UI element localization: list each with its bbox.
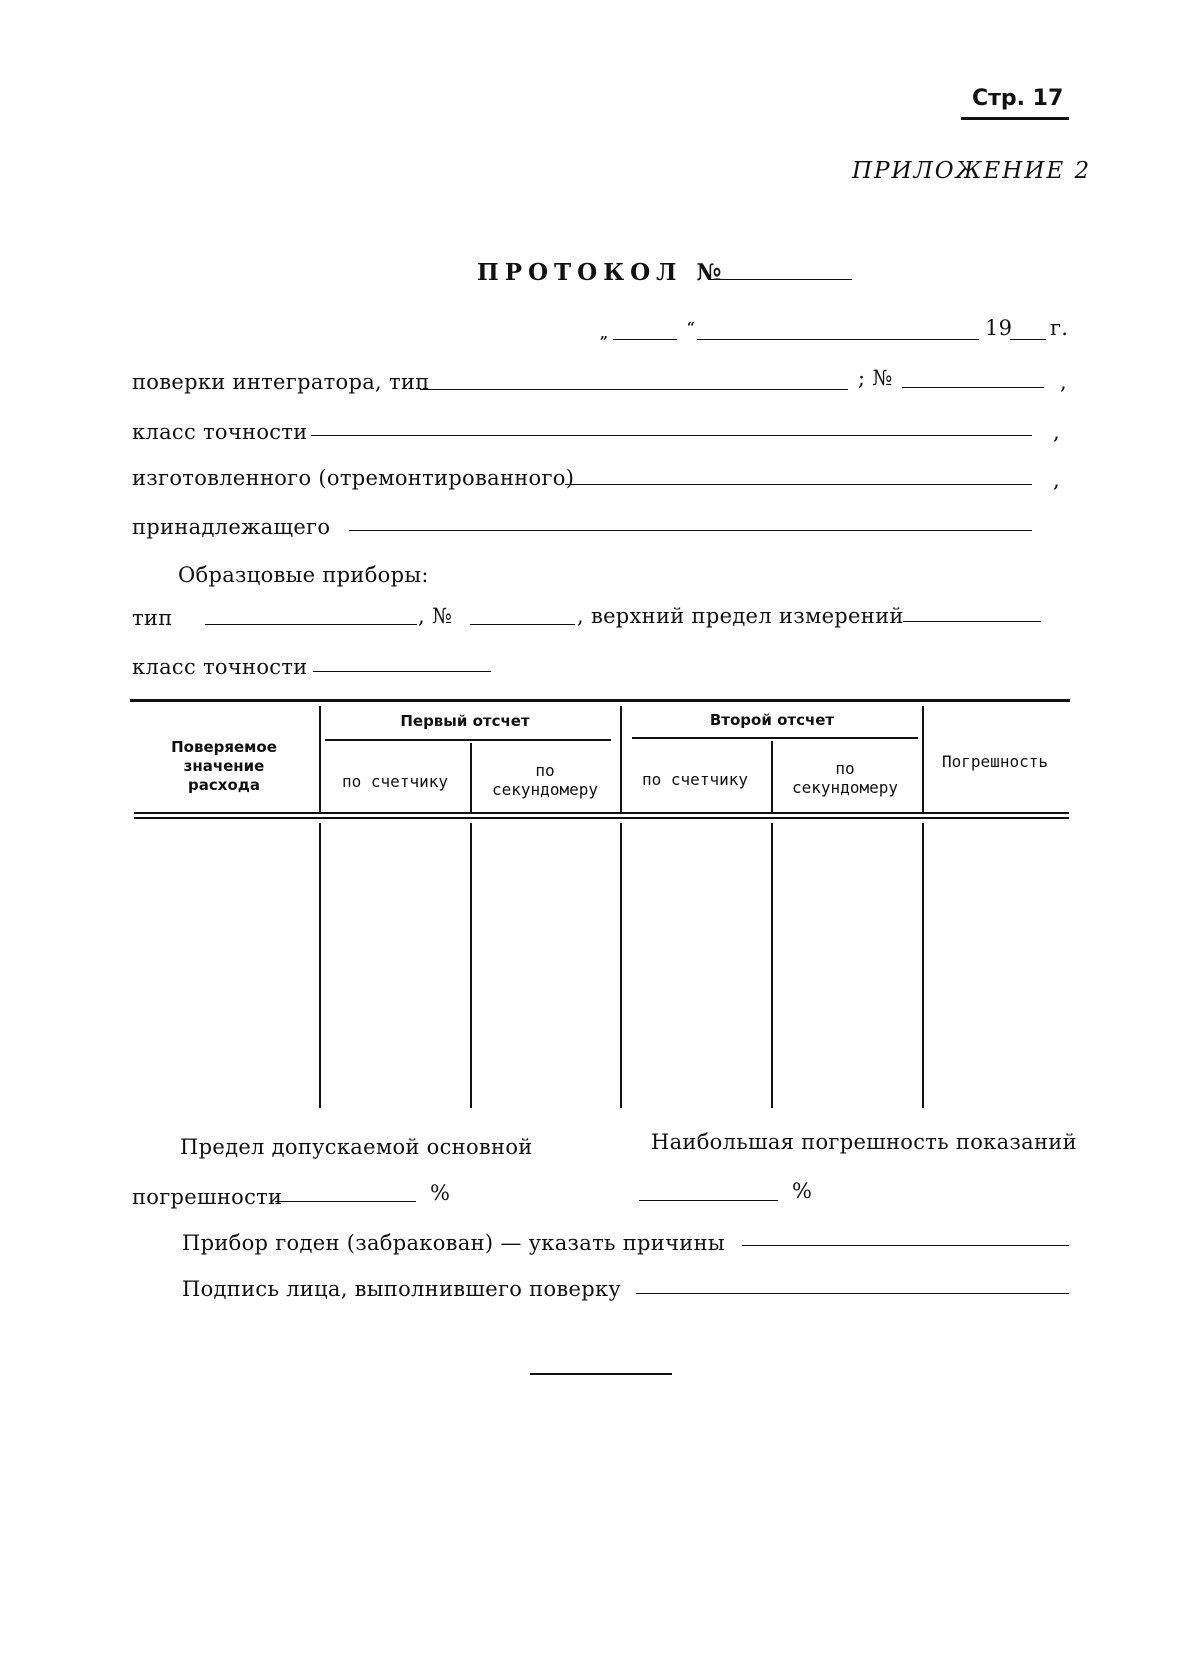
table-body-vrule-4 xyxy=(771,823,773,1108)
integrator-number-field[interactable] xyxy=(902,387,1044,388)
cell-error[interactable] xyxy=(925,823,1069,1108)
verdict-field[interactable] xyxy=(742,1245,1069,1246)
page-number-underline xyxy=(961,117,1069,120)
date-day-field[interactable] xyxy=(613,339,677,340)
th-second-stopwatch-line-2: секундомеру xyxy=(792,778,898,797)
th-first-reading: Первый отсчет xyxy=(400,712,530,730)
table-vrule-1 xyxy=(319,706,321,814)
table-vrule-2 xyxy=(470,743,472,814)
end-rule xyxy=(530,1373,672,1375)
reference-accuracy-label: класс точности xyxy=(132,655,308,679)
th-first-stopwatch xyxy=(470,761,620,799)
manufactured-label: изготовленного (отремонтированного) xyxy=(132,466,575,490)
cell-first-stopwatch[interactable] xyxy=(473,823,619,1108)
comma-2: , xyxy=(1053,420,1060,444)
cell-second-stopwatch[interactable] xyxy=(774,823,921,1108)
cell-checked-value[interactable] xyxy=(134,823,318,1108)
th-first-stopwatch-line-1: по xyxy=(535,761,555,780)
limit-field[interactable] xyxy=(275,1201,416,1202)
th-second-stopwatch-line-1: по xyxy=(835,759,855,778)
accuracy-class-label: класс точности xyxy=(132,420,308,444)
th-checked-value xyxy=(140,738,308,795)
signature-label: Подпись лица, выполнившего поверку xyxy=(182,1277,622,1301)
date-month-field[interactable] xyxy=(697,339,979,340)
th-error: Погрешность xyxy=(942,752,1048,771)
date-year-field[interactable] xyxy=(1010,339,1046,340)
comma-3: , xyxy=(1053,468,1060,492)
page-number: Стр. 17 xyxy=(972,86,1064,111)
date-year-prefix: 19 xyxy=(985,316,1013,340)
table-vrule-3 xyxy=(620,706,622,814)
protocol-number-field[interactable] xyxy=(710,279,852,280)
table-header-rule-2 xyxy=(134,817,1069,819)
table-body-vrule-1 xyxy=(319,823,321,1108)
reference-heading: Образцовые приборы: xyxy=(178,563,429,587)
first-reading-rule xyxy=(325,739,611,741)
accuracy-class-field[interactable] xyxy=(311,435,1032,436)
th-checked-value-line-3: расхода xyxy=(188,776,260,794)
date-close-quote: “ xyxy=(687,320,696,336)
th-first-counter: по счетчику xyxy=(342,772,448,791)
table-body-vrule-5 xyxy=(922,823,924,1108)
comma-1: , xyxy=(1060,370,1067,394)
th-second-stopwatch xyxy=(770,759,920,797)
integrator-type-label: поверки интегратора, тип xyxy=(132,370,430,394)
limit-label-1: Предел допускаемой основной xyxy=(180,1135,533,1159)
reference-number-label: , № xyxy=(418,604,453,628)
reference-upper-limit-field[interactable] xyxy=(903,621,1041,622)
max-error-percent: % xyxy=(792,1179,813,1203)
table-vrule-4 xyxy=(771,741,773,814)
cell-first-counter[interactable] xyxy=(322,823,469,1108)
belonging-field[interactable] xyxy=(349,530,1032,531)
table-top-rule xyxy=(130,699,1070,702)
reference-type-label: тип xyxy=(132,606,173,630)
reference-accuracy-field[interactable] xyxy=(313,671,491,672)
table-header-rule-1 xyxy=(134,812,1069,814)
signature-field[interactable] xyxy=(636,1293,1069,1294)
verdict-label: Прибор годен (забракован) — указать причины xyxy=(182,1231,725,1255)
second-reading-rule xyxy=(632,737,918,739)
table-body-vrule-3 xyxy=(620,823,622,1108)
belonging-label: принадлежащего xyxy=(132,515,331,539)
reference-type-field[interactable] xyxy=(205,624,417,625)
appendix-label: ПРИЛОЖЕНИЕ 2 xyxy=(852,158,1092,184)
th-second-reading: Второй отсчет xyxy=(709,711,835,729)
date-year-suffix: г. xyxy=(1050,316,1069,340)
max-error-label: Наибольшая погрешность показаний xyxy=(651,1130,1077,1154)
integrator-type-field[interactable] xyxy=(420,389,848,390)
date-open-quote: „ xyxy=(600,326,609,342)
table-body-vrule-2 xyxy=(470,823,472,1108)
max-error-field[interactable] xyxy=(639,1200,778,1201)
th-second-counter: по счетчику xyxy=(642,770,748,789)
th-first-stopwatch-line-2: секундомеру xyxy=(492,780,598,799)
manufactured-field[interactable] xyxy=(565,484,1032,485)
limit-label-2: погрешности xyxy=(132,1185,283,1209)
integrator-number-label: ; № xyxy=(858,366,893,390)
protocol-title: ПРОТОКОЛ № xyxy=(477,259,728,286)
reference-number-field[interactable] xyxy=(470,624,575,625)
cell-second-counter[interactable] xyxy=(623,823,770,1108)
limit-percent: % xyxy=(430,1181,451,1205)
th-checked-value-line-2: значение xyxy=(183,757,265,775)
reference-upper-limit-label: , верхний предел измерений xyxy=(577,604,904,628)
th-checked-value-line-1: Поверяемое xyxy=(171,738,277,756)
table-vrule-5 xyxy=(922,706,924,814)
